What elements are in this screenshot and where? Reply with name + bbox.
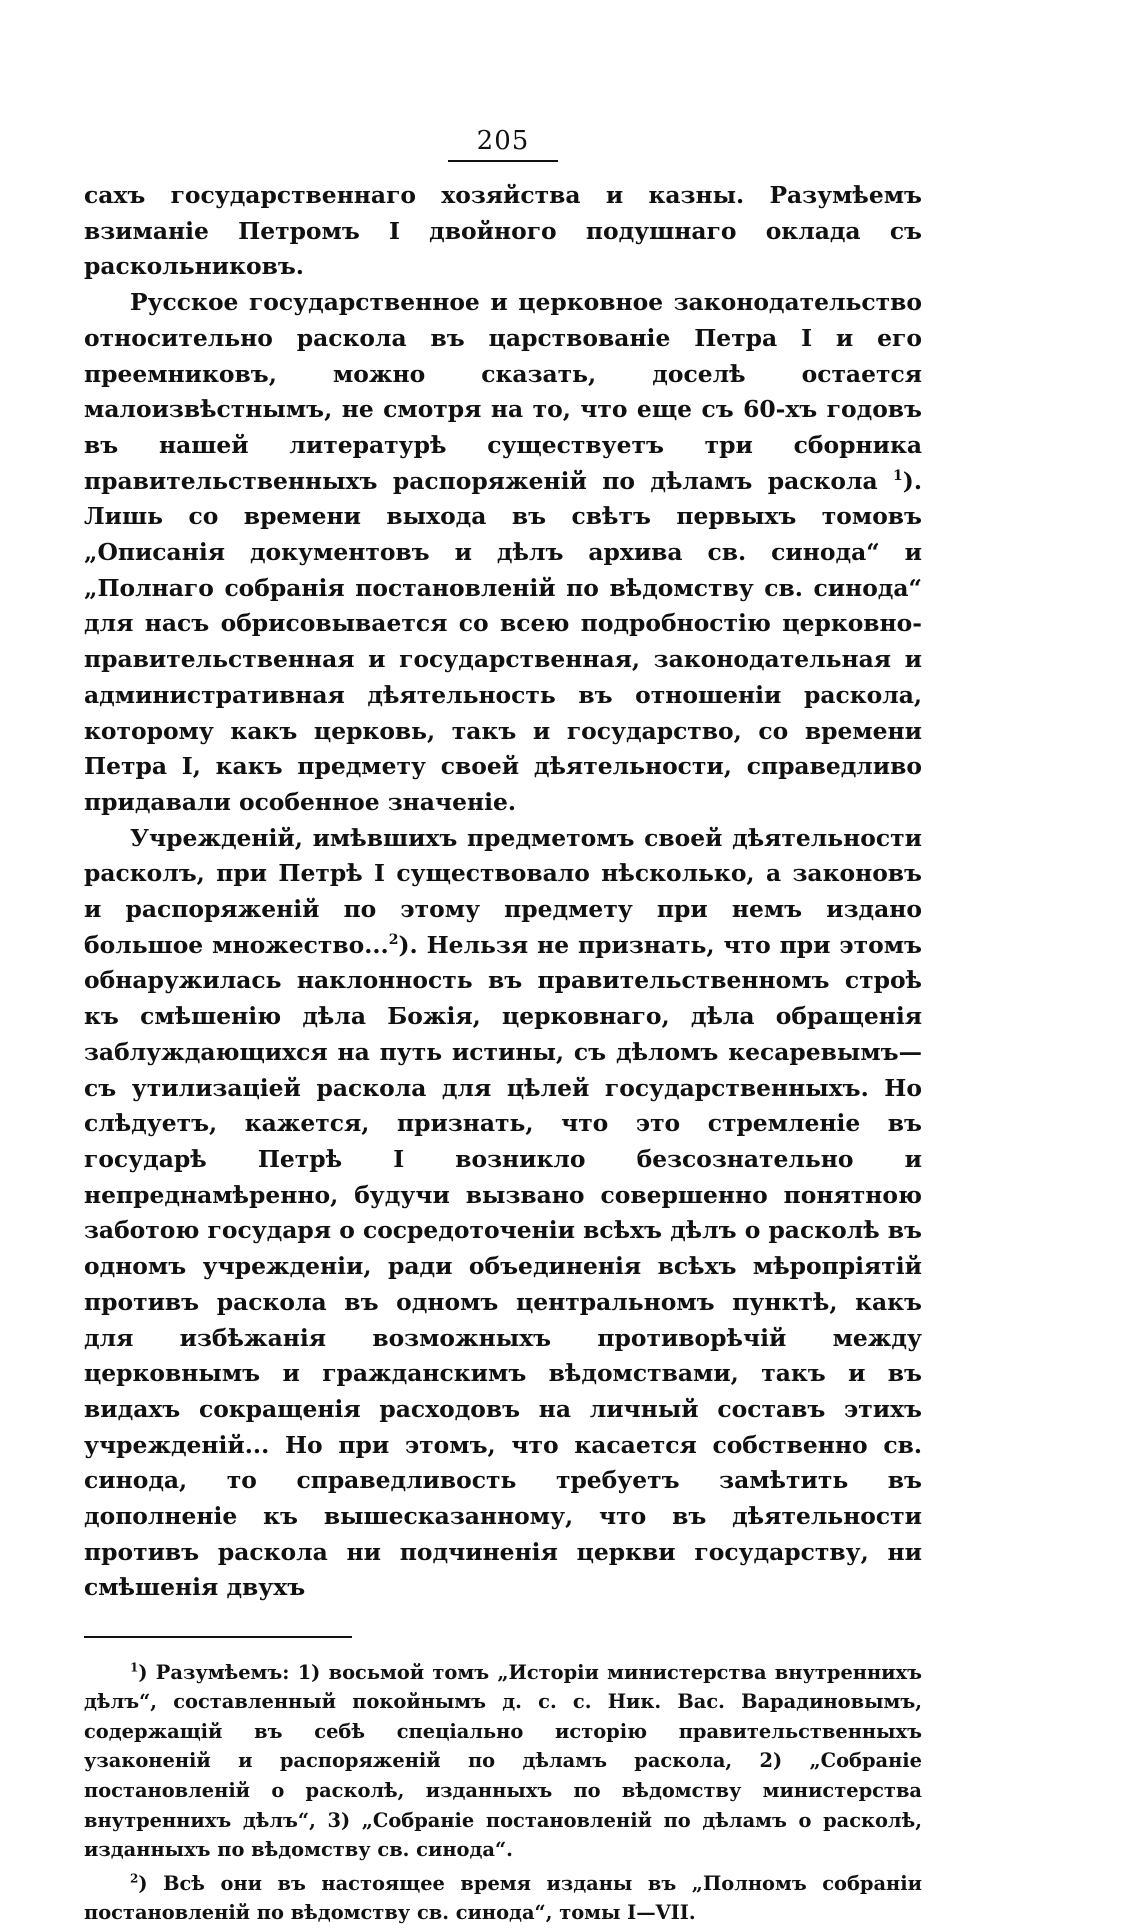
paragraph-institutions: Учрежденій, имѣвшихъ предметомъ своей дѣятельности расколъ, при Петрѣ I существовало нѣсколько, а законовъ и распоряженій по этому предмету при немъ издано большое множество...$^2$). Нельзя не признать, что при этомъ обнаружилась наклонность въ правительственномъ строѣ къ смѣшенію дѣла Божія, церковнаго, дѣла обращенія заблуждающихся на путь истины, съ дѣломъ кесаревымъ—съ утилизаціей раскола для цѣлей государственныхъ. Но слѣдуетъ, кажется, признать, что это стремленіе въ государѣ Петрѣ I возникло безсознательно и непреднамѣренно, будучи вызвано совершенно понятною заботою государя о сосредоточеніи всѣхъ дѣлъ о расколѣ въ одномъ учрежденіи, ради объединенія всѣхъ мѣропріятій противъ раскола въ одномъ центральномъ пунктѣ, какъ для избѣжанія возможныхъ противорѣчій между церковнымъ и гражданскимъ вѣдомствами, такъ и въ видахъ сокращенія расходовъ на личный составъ этихъ учрежденій... Но при этомъ, что касается собственно св. синода, то справедливость требуетъ замѣтить въ дополненіе къ вышесказанному, что въ дѣятельности противъ раскола ни подчиненія церкви государству, ни смѣшенія двухъ — [84, 823, 922, 1602]
footnote-1: $^1$) Разумѣемъ: 1) восьмой томъ „Исторіи министерства внутреннихъ дѣлъ“, составленный покойнымъ д. с. с. Ник. Вас. Варадиновымъ, содержащій въ себѣ спеціально исторію правительственныхъ узаконеній и распоряженій по дѣламъ раскола, 2) „Собраніе постановленій о расколѣ, изданныхъ по вѣдомству министерства внутреннихъ дѣлъ“, 3) „Собраніе постановленій по дѣламъ о расколѣ, изданныхъ по вѣдомству св. синода“. — [84, 1660, 922, 1862]
main-text — [84, 178, 922, 1606]
footnote-ref-1[interactable]: 1 — [893, 467, 903, 484]
page-number-rule — [448, 160, 558, 162]
footnote-2: $^2$) Всѣ они въ настоящее время изданы въ „Полномъ собраніи постановленій по вѣдомству св. синода“, томы I—VII. — [84, 1871, 922, 1925]
paragraph-legislation: Русское государственное и церковное законодательство относительно раскола въ царствованіе Петра I и его преемниковъ, можно сказать, доселѣ остается малоизвѣстнымъ, не смотря на то, что еще съ 60-хъ годовъ въ нашей литературѣ существуетъ три сборника правительственныхъ распоряженій по дѣламъ раскола $^1$). Лишь со времени выхода въ свѣтъ первыхъ томовъ „Описанія документовъ и дѣлъ архива св. синода“ и „Полнаго собранія постановленій по вѣдомству св. синода“ для насъ обрисовывается со всею подробностію церковно-правительственная и государственная, законодательная и административная дѣятельность въ отношеніи раскола, которому какъ церковь, такъ и государство, со времени Петра I, какъ предмету своей дѣятельности, справедливо придавали особенное значеніе. — [84, 288, 922, 816]
page-number: 205 — [476, 126, 530, 156]
book-page — [84, 126, 922, 1932]
footnote-mark-2: 2 — [130, 1871, 139, 1886]
paragraph-continuation: сахъ государственнаго хозяйства и казны. Разумѣемъ взиманіе Петромъ I двойного подушнаго оклада съ раскольниковъ. — [84, 181, 922, 281]
footnote-ref-2[interactable]: 2 — [388, 931, 399, 948]
footnote-mark-1: 1 — [130, 1660, 139, 1675]
footnote-separator — [84, 1636, 352, 1638]
